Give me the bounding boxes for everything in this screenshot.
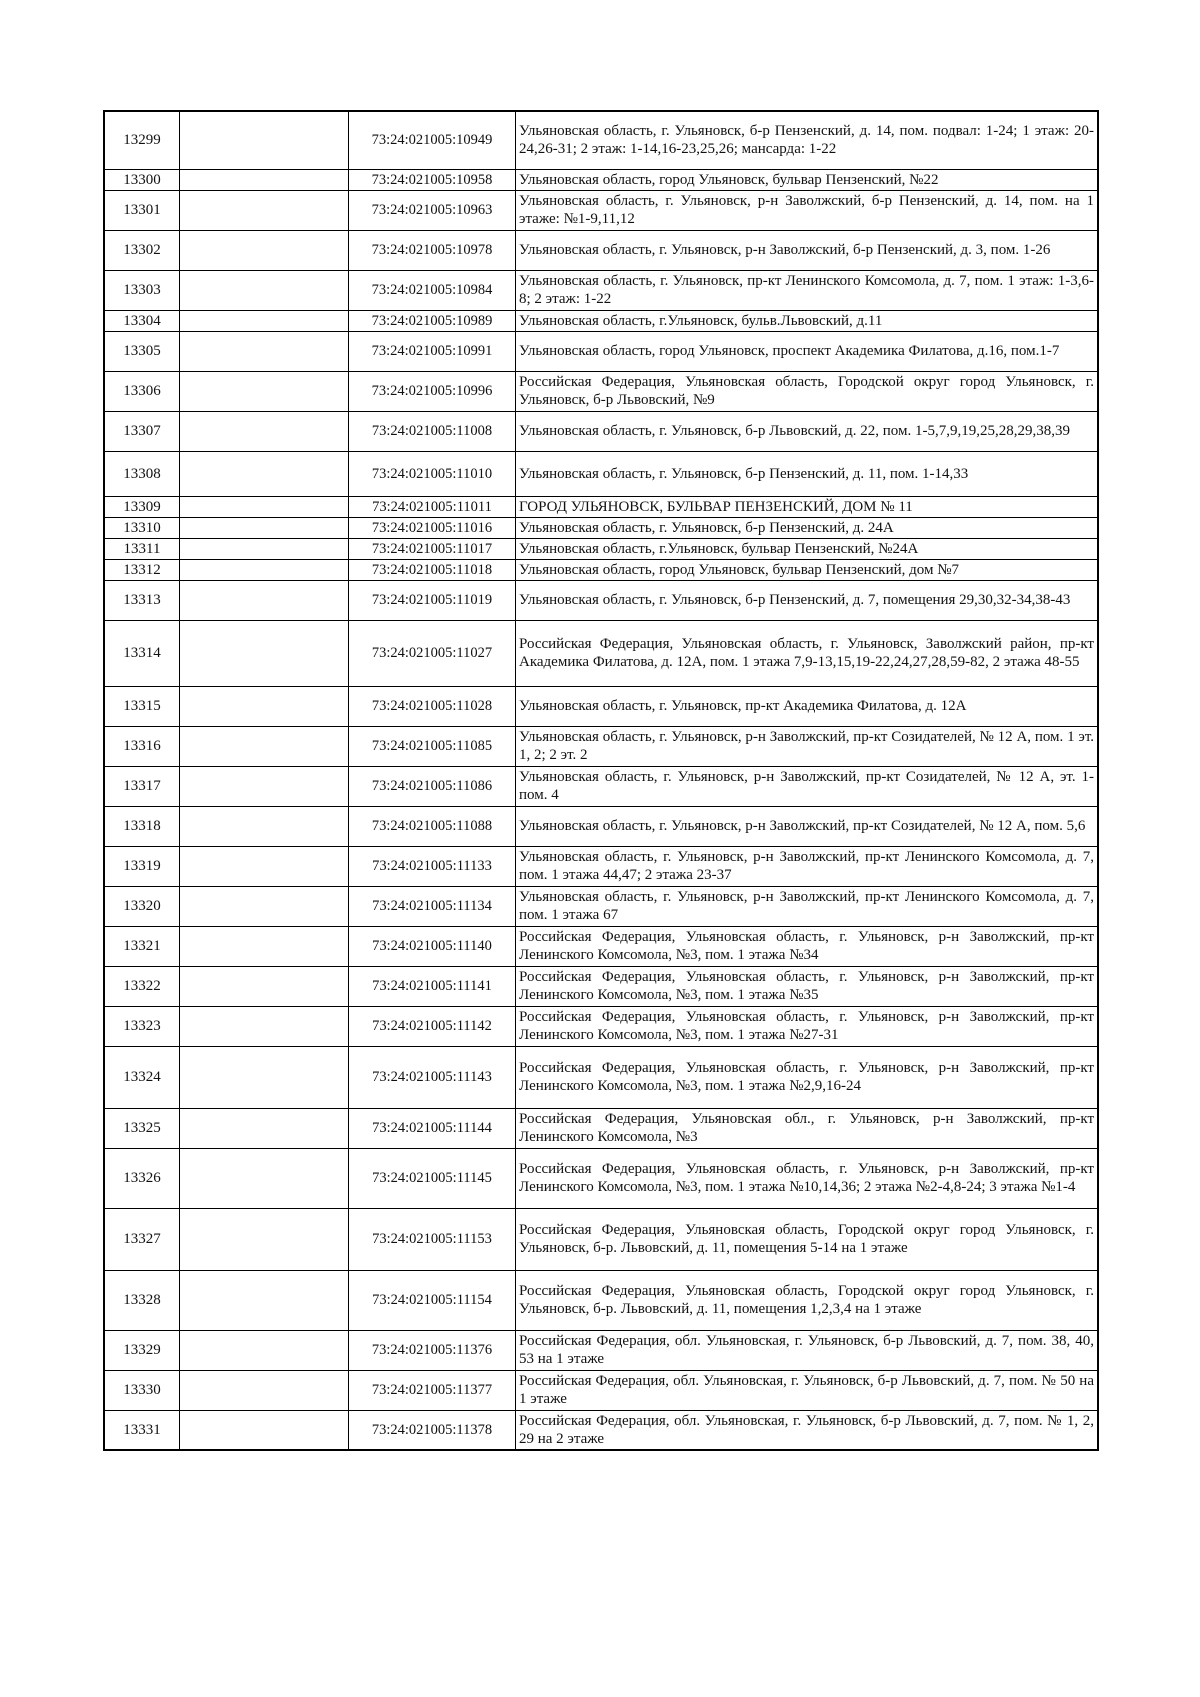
row-number: 13311 [104, 538, 180, 559]
cadastral-number: 73:24:021005:10989 [349, 310, 516, 331]
owner-cell [180, 1148, 349, 1208]
table-row [104, 496, 1098, 517]
address-cell: Российская Федерация, Ульяновская область, г. Ульяновск, р-н Заволжский, пр-кт Ленинского Комсомола, №3, пом. 1 этажа №35 [516, 966, 1099, 1006]
row-number: 13303 [104, 270, 180, 310]
cadastral-number: 73:24:021005:11142 [349, 1006, 516, 1046]
owner-cell [180, 111, 349, 169]
address-cell: Ульяновская область, г. Ульяновск, б-р Пензенский, д. 11, пом. 1-14,33 [516, 451, 1099, 496]
owner-cell [180, 310, 349, 331]
cadastral-number: 73:24:021005:11028 [349, 686, 516, 726]
cadastral-number: 73:24:021005:11017 [349, 538, 516, 559]
owner-cell [180, 371, 349, 411]
address-cell: Российская Федерация, обл. Ульяновская, г. Ульяновск, б-р Львовский, д. 7, пом. № 50 на 1 этаже [516, 1370, 1099, 1410]
address-cell: Ульяновская область, г. Ульяновск, р-н Заволжский, пр-кт Созидателей, № 12 А, пом. 5,6 [516, 806, 1099, 846]
table-row [104, 580, 1098, 620]
table-row [104, 1330, 1098, 1370]
owner-cell [180, 496, 349, 517]
cadastral-number: 73:24:021005:10991 [349, 331, 516, 371]
row-number: 13300 [104, 169, 180, 190]
table-row [104, 1006, 1098, 1046]
table-row [104, 230, 1098, 270]
cadastral-number: 73:24:021005:10949 [349, 111, 516, 169]
table-row [104, 846, 1098, 886]
address-cell: Ульяновская область, г. Ульяновск, б-р Пензенский, д. 14, пом. подвал: 1-24; 1 этаж: 20-24,26-31; 2 этаж: 1-14,16-23,25,26; мансарда: 1-22 [516, 111, 1099, 169]
owner-cell [180, 270, 349, 310]
cadastral-number: 73:24:021005:11134 [349, 886, 516, 926]
owner-cell [180, 1208, 349, 1270]
address-cell: Ульяновская область, г. Ульяновск, р-н Заволжский, пр-кт Созидателей, № 12 А, пом. 1 эт. 1, 2; 2 эт. 2 [516, 726, 1099, 766]
table-row [104, 1046, 1098, 1108]
table-row [104, 1270, 1098, 1330]
row-number: 13316 [104, 726, 180, 766]
address-cell: Ульяновская область, город Ульяновск, проспект Академика Филатова, д.16, пом.1-7 [516, 331, 1099, 371]
table-row [104, 806, 1098, 846]
cadastral-number: 73:24:021005:11016 [349, 517, 516, 538]
cadastral-number: 73:24:021005:11008 [349, 411, 516, 451]
owner-cell [180, 538, 349, 559]
address-cell: Ульяновская область, г. Ульяновск, б-р Пензенский, д. 7, помещения 29,30,32-34,38-43 [516, 580, 1099, 620]
cadastral-number: 73:24:021005:10996 [349, 371, 516, 411]
row-number: 13310 [104, 517, 180, 538]
address-cell: Российская Федерация, Ульяновская область, Городской округ город Ульяновск, г. Ульяновск, б-р. Львовский, д. 11, помещения 1,2,3,4 на 1 этаже [516, 1270, 1099, 1330]
owner-cell [180, 517, 349, 538]
address-cell: Российская Федерация, Ульяновская обл., г. Ульяновск, р-н Заволжский, пр-кт Ленинского Комсомола, №3 [516, 1108, 1099, 1148]
cadastral-number: 73:24:021005:10984 [349, 270, 516, 310]
row-number: 13322 [104, 966, 180, 1006]
table-row [104, 926, 1098, 966]
cadastral-number: 73:24:021005:10963 [349, 190, 516, 230]
row-number: 13315 [104, 686, 180, 726]
address-cell: Ульяновская область, г. Ульяновск, р-н Заволжский, б-р Пензенский, д. 14, пом. на 1 этаже: №1-9,11,12 [516, 190, 1099, 230]
address-cell: Ульяновская область, г. Ульяновск, б-р Пензенский, д. 24А [516, 517, 1099, 538]
document-page [103, 110, 1099, 1451]
owner-cell [180, 580, 349, 620]
cadastral-number: 73:24:021005:11019 [349, 580, 516, 620]
owner-cell [180, 1046, 349, 1108]
table-row [104, 966, 1098, 1006]
owner-cell [180, 331, 349, 371]
address-cell: Ульяновская область, г. Ульяновск, р-н Заволжский, пр-кт Ленинского Комсомола, д. 7, пом. 1 этажа 67 [516, 886, 1099, 926]
table-row [104, 517, 1098, 538]
table-row [104, 1370, 1098, 1410]
cadastral-number: 73:24:021005:11086 [349, 766, 516, 806]
table-row [104, 310, 1098, 331]
row-number: 13320 [104, 886, 180, 926]
row-number: 13309 [104, 496, 180, 517]
address-cell: Ульяновская область, г. Ульяновск, р-н Заволжский, пр-кт Ленинского Комсомола, д. 7, пом. 1 этажа 44,47; 2 этажа 23-37 [516, 846, 1099, 886]
owner-cell [180, 1370, 349, 1410]
address-cell: Ульяновская область, город Ульяновск, бульвар Пензенский, №22 [516, 169, 1099, 190]
owner-cell [180, 1108, 349, 1148]
cadastral-number: 73:24:021005:11085 [349, 726, 516, 766]
table-row [104, 1108, 1098, 1148]
cadastral-number: 73:24:021005:11153 [349, 1208, 516, 1270]
address-cell: Российская Федерация, Ульяновская область, г. Ульяновск, Заволжский район, пр-кт Академика Филатова, д. 12А, пом. 1 этажа 7,9-13,15,19-22,24,27,28,59-82, 2 этажа 48-55 [516, 620, 1099, 686]
row-number: 13330 [104, 1370, 180, 1410]
row-number: 13319 [104, 846, 180, 886]
owner-cell [180, 411, 349, 451]
cadastral-number: 73:24:021005:11140 [349, 926, 516, 966]
owner-cell [180, 190, 349, 230]
table-row [104, 886, 1098, 926]
row-number: 13323 [104, 1006, 180, 1046]
table-row [104, 1208, 1098, 1270]
owner-cell [180, 230, 349, 270]
cadastral-number: 73:24:021005:10958 [349, 169, 516, 190]
address-cell: Российская Федерация, Ульяновская область, Городской округ город Ульяновск, г. Ульяновск, б-р. Львовский, д. 11, помещения 5-14 на 1 этаже [516, 1208, 1099, 1270]
address-cell: Российская Федерация, обл. Ульяновская, г. Ульяновск, б-р Львовский, д. 7, пом. 38, 40, 53 на 1 этаже [516, 1330, 1099, 1370]
owner-cell [180, 966, 349, 1006]
table-row [104, 686, 1098, 726]
row-number: 13313 [104, 580, 180, 620]
cadastral-number: 73:24:021005:11133 [349, 846, 516, 886]
address-cell: Российская Федерация, Ульяновская область, г. Ульяновск, р-н Заволжский, пр-кт Ленинского Комсомола, №3, пом. 1 этажа №34 [516, 926, 1099, 966]
cadastral-number: 73:24:021005:11010 [349, 451, 516, 496]
address-cell: ГОРОД УЛЬЯНОВСК, БУЛЬВАР ПЕНЗЕНСКИЙ, ДОМ № 11 [516, 496, 1099, 517]
registry-table [103, 110, 1099, 1451]
cadastral-number: 73:24:021005:11018 [349, 559, 516, 580]
address-cell: Российская Федерация, обл. Ульяновская, г. Ульяновск, б-р Львовский, д. 7, пом. № 1, 2, 29 на 2 этаже [516, 1410, 1099, 1450]
table-row [104, 1148, 1098, 1208]
row-number: 13324 [104, 1046, 180, 1108]
address-cell: Российская Федерация, Ульяновская область, Городской округ город Ульяновск, г. Ульяновск, б-р Львовский, №9 [516, 371, 1099, 411]
address-cell: Ульяновская область, г. Ульяновск, р-н Заволжский, пр-кт Созидателей, № 12 А, эт. 1- пом. 4 [516, 766, 1099, 806]
address-cell: Ульяновская область, город Ульяновск, бульвар Пензенский, дом №7 [516, 559, 1099, 580]
row-number: 13305 [104, 331, 180, 371]
row-number: 13301 [104, 190, 180, 230]
table-row [104, 371, 1098, 411]
cadastral-number: 73:24:021005:11378 [349, 1410, 516, 1450]
table-row [104, 270, 1098, 310]
cadastral-number: 73:24:021005:11376 [349, 1330, 516, 1370]
address-cell: Ульяновская область, г. Ульяновск, р-н Заволжский, б-р Пензенский, д. 3, пом. 1-26 [516, 230, 1099, 270]
cadastral-number: 73:24:021005:11144 [349, 1108, 516, 1148]
row-number: 13304 [104, 310, 180, 331]
owner-cell [180, 1270, 349, 1330]
row-number: 13327 [104, 1208, 180, 1270]
owner-cell [180, 1410, 349, 1450]
address-cell: Ульяновская область, г.Ульяновск, бульв.Львовский, д.11 [516, 310, 1099, 331]
row-number: 13328 [104, 1270, 180, 1330]
row-number: 13307 [104, 411, 180, 451]
owner-cell [180, 926, 349, 966]
table-row [104, 411, 1098, 451]
cadastral-number: 73:24:021005:11141 [349, 966, 516, 1006]
cadastral-number: 73:24:021005:11143 [349, 1046, 516, 1108]
address-cell: Ульяновская область, г. Ульяновск, пр-кт Ленинского Комсомола, д. 7, пом. 1 этаж: 1-3,6-8; 2 этаж: 1-22 [516, 270, 1099, 310]
table-row [104, 620, 1098, 686]
cadastral-number: 73:24:021005:10978 [349, 230, 516, 270]
owner-cell [180, 559, 349, 580]
owner-cell [180, 1006, 349, 1046]
address-cell: Ульяновская область, г. Ульяновск, пр-кт Академика Филатова, д. 12А [516, 686, 1099, 726]
owner-cell [180, 620, 349, 686]
table-row [104, 190, 1098, 230]
registry-table-body [104, 111, 1098, 1450]
owner-cell [180, 846, 349, 886]
row-number: 13329 [104, 1330, 180, 1370]
cadastral-number: 73:24:021005:11027 [349, 620, 516, 686]
table-row [104, 559, 1098, 580]
table-row [104, 331, 1098, 371]
owner-cell [180, 686, 349, 726]
table-row [104, 169, 1098, 190]
row-number: 13314 [104, 620, 180, 686]
table-row [104, 111, 1098, 169]
cadastral-number: 73:24:021005:11377 [349, 1370, 516, 1410]
owner-cell [180, 726, 349, 766]
address-cell: Ульяновская область, г. Ульяновск, б-р Львовский, д. 22, пом. 1-5,7,9,19,25,28,29,38,39 [516, 411, 1099, 451]
table-row [104, 538, 1098, 559]
table-row [104, 766, 1098, 806]
cadastral-number: 73:24:021005:11088 [349, 806, 516, 846]
address-cell: Российская Федерация, Ульяновская область, г. Ульяновск, р-н Заволжский, пр-кт Ленинского Комсомола, №3, пом. 1 этажа №27-31 [516, 1006, 1099, 1046]
row-number: 13317 [104, 766, 180, 806]
table-row [104, 1410, 1098, 1450]
row-number: 13321 [104, 926, 180, 966]
cadastral-number: 73:24:021005:11011 [349, 496, 516, 517]
owner-cell [180, 886, 349, 926]
address-cell: Российская Федерация, Ульяновская область, г. Ульяновск, р-н Заволжский, пр-кт Ленинского Комсомола, №3, пом. 1 этажа №10,14,36; 2 этажа №2-4,8-24; 3 этажа №1-4 [516, 1148, 1099, 1208]
cadastral-number: 73:24:021005:11145 [349, 1148, 516, 1208]
table-row [104, 451, 1098, 496]
owner-cell [180, 1330, 349, 1370]
owner-cell [180, 766, 349, 806]
row-number: 13306 [104, 371, 180, 411]
address-cell: Российская Федерация, Ульяновская область, г. Ульяновск, р-н Заволжский, пр-кт Ленинского Комсомола, №3, пом. 1 этажа №2,9,16-24 [516, 1046, 1099, 1108]
address-cell: Ульяновская область, г.Ульяновск, бульвар Пензенский, №24А [516, 538, 1099, 559]
table-row [104, 726, 1098, 766]
row-number: 13325 [104, 1108, 180, 1148]
owner-cell [180, 451, 349, 496]
row-number: 13331 [104, 1410, 180, 1450]
owner-cell [180, 806, 349, 846]
owner-cell [180, 169, 349, 190]
row-number: 13302 [104, 230, 180, 270]
row-number: 13308 [104, 451, 180, 496]
row-number: 13312 [104, 559, 180, 580]
cadastral-number: 73:24:021005:11154 [349, 1270, 516, 1330]
row-number: 13318 [104, 806, 180, 846]
row-number: 13299 [104, 111, 180, 169]
row-number: 13326 [104, 1148, 180, 1208]
